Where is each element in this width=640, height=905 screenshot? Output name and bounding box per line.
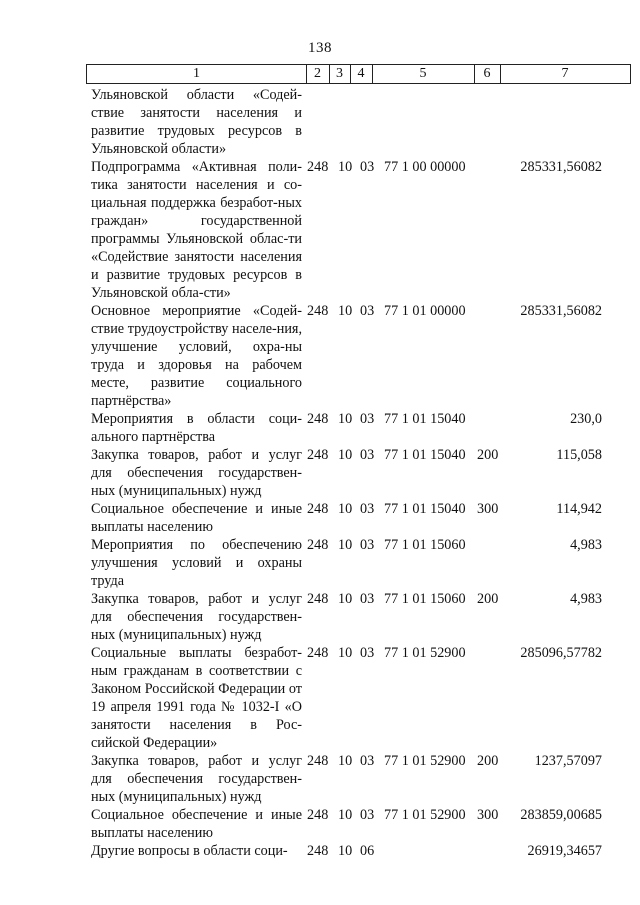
row-rz: 10 [338, 753, 353, 769]
table-header [86, 64, 631, 84]
row-sum: 285331,56082 [520, 303, 602, 319]
row-name: Мероприятия по обеспечению улучшения условий и охраны труда [91, 537, 302, 589]
table-row [0, 86, 640, 158]
row-sum: 230,0 [570, 411, 602, 427]
row-rz: 10 [338, 843, 353, 859]
table-row [0, 806, 640, 842]
table-row [0, 590, 640, 644]
row-ved: 248 [307, 753, 329, 769]
row-csr: 77 1 01 52900 [384, 753, 466, 769]
row-ved: 248 [307, 159, 329, 175]
row-ved: 248 [307, 303, 329, 319]
row-csr: 77 1 01 52900 [384, 645, 466, 661]
table-body [0, 86, 640, 860]
row-pr: 03 [360, 591, 375, 607]
row-name: Подпрограмма «Активная поли-тика занятости населения и со-циальная поддержка безработ-ных граждан» государственной программы Ульяновской облас-ти «Содействие занятости населения и развитие трудовых ресурсов в Ульяновской обла-сти» [91, 159, 302, 301]
table-row [0, 644, 640, 752]
table-row [0, 842, 640, 860]
row-name: Мероприятия в области соци-ального партнёрства [91, 411, 302, 445]
row-rz: 10 [338, 303, 353, 319]
row-pr: 03 [360, 537, 375, 553]
row-ved: 248 [307, 843, 329, 859]
row-csr: 77 1 01 15040 [384, 411, 466, 427]
row-name: Ульяновской области «Содей-ствие занятости населения и развитие трудовых ресурсов в Ульяновской области» [91, 87, 302, 157]
row-sum: 26919,34657 [527, 843, 602, 859]
row-pr: 03 [360, 753, 375, 769]
row-sum: 285096,57782 [520, 645, 602, 661]
row-csr: 77 1 01 00000 [384, 303, 466, 319]
header-col-1: 1 [193, 66, 200, 81]
row-rz: 10 [338, 537, 353, 553]
row-csr: 77 1 01 15040 [384, 447, 466, 463]
row-pr: 03 [360, 501, 375, 517]
row-csr: 77 1 01 52900 [384, 807, 466, 823]
table-row [0, 536, 640, 590]
table-row [0, 302, 640, 410]
row-vr: 200 [477, 447, 499, 463]
table-row [0, 410, 640, 446]
header-col-4: 4 [357, 66, 365, 81]
row-pr: 03 [360, 645, 375, 661]
row-rz: 10 [338, 645, 353, 661]
table-row [0, 500, 640, 536]
row-csr: 77 1 01 15060 [384, 537, 466, 553]
row-name: Закупка товаров, работ и услуг для обеспечения государствен-ных (муниципальных) нужд [91, 753, 302, 805]
row-ved: 248 [307, 501, 329, 517]
row-rz: 10 [338, 411, 353, 427]
table-row [0, 752, 640, 806]
row-rz: 10 [338, 159, 353, 175]
row-name: Основное мероприятие «Содей-ствие трудоустройству населе-ния, улучшение условий, охра-ны труда и здоровья на рабочем месте, развитие социального партнёрства» [91, 303, 302, 409]
row-ved: 248 [307, 591, 329, 607]
row-sum: 283859,00685 [520, 807, 602, 823]
row-ved: 248 [307, 807, 329, 823]
row-sum: 4,983 [570, 537, 602, 553]
header-col-5: 5 [419, 66, 427, 81]
row-rz: 10 [338, 591, 353, 607]
row-rz: 10 [338, 447, 353, 463]
row-ved: 248 [307, 537, 329, 553]
row-rz: 10 [338, 501, 353, 517]
row-pr: 03 [360, 807, 375, 823]
row-vr: 200 [477, 591, 499, 607]
row-name: Социальные выплаты безработ-ным гражданам в соответствии с Законом Российской Федерации от 19 апреля 1991 года № 1032-I «О занятости населения в Рос-сийской Федерации» [91, 645, 302, 751]
row-vr: 300 [477, 807, 499, 823]
row-csr: 77 1 00 00000 [384, 159, 466, 175]
row-name: Закупка товаров, работ и услуг для обеспечения государствен-ных (муниципальных) нужд [91, 447, 302, 499]
row-sum: 4,983 [570, 591, 602, 607]
row-name: Социальное обеспечение и иные выплаты населению [91, 501, 302, 535]
row-sum: 285331,56082 [520, 159, 602, 175]
row-pr: 03 [360, 303, 375, 319]
row-name: Другие вопросы в области соци- [91, 843, 288, 859]
row-sum: 114,942 [556, 501, 602, 517]
row-sum: 1237,57097 [534, 753, 602, 769]
page-number: 138 [308, 40, 332, 56]
row-pr: 03 [360, 411, 375, 427]
table-row [0, 446, 640, 500]
header-col-2: 2 [314, 66, 321, 81]
row-csr: 77 1 01 15040 [384, 501, 466, 517]
row-ved: 248 [307, 645, 329, 661]
row-vr: 300 [477, 501, 499, 517]
row-rz: 10 [338, 807, 353, 823]
row-pr: 03 [360, 159, 375, 175]
row-pr: 03 [360, 447, 375, 463]
header-col-3: 3 [336, 66, 343, 81]
header-col-7: 7 [561, 66, 569, 81]
row-pr: 06 [360, 843, 375, 859]
row-ved: 248 [307, 447, 329, 463]
row-name: Закупка товаров, работ и услуг для обеспечения государствен-ных (муниципальных) нужд [91, 591, 302, 643]
row-vr: 200 [477, 753, 499, 769]
row-name: Социальное обеспечение и иные выплаты населению [91, 807, 302, 841]
row-ved: 248 [307, 411, 329, 427]
row-csr: 77 1 01 15060 [384, 591, 466, 607]
row-sum: 115,058 [556, 447, 602, 463]
header-col-6: 6 [483, 66, 491, 81]
table-row [0, 158, 640, 302]
